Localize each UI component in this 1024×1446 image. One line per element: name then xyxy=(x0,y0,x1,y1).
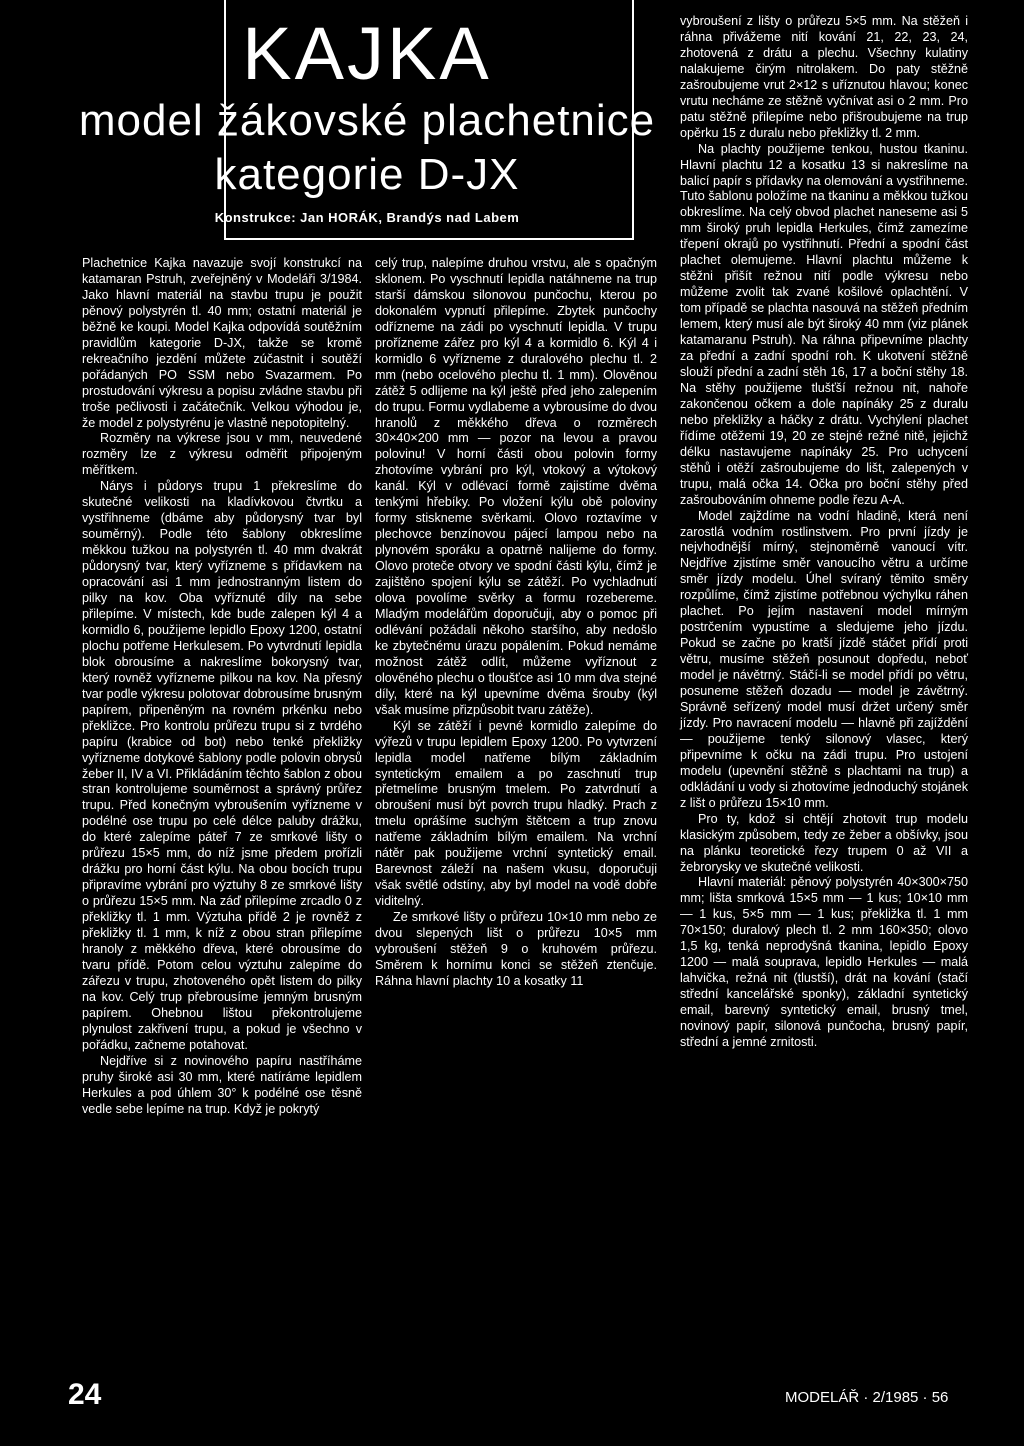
paragraph: Hlavní materiál: pěnový polystyrén 40×300×750 mm; lišta smrková 15×5 mm — 1 kus; 10×10 mm — 1 kus, 5×5 mm — 1 kus; překližka tl. 1 mm 70×150; duralový plech tl. 2 mm 160×350; olovo 1,5 kg, tenká neprodyšná tkanina, lepidlo Epoxy 1200 — malá souprava, lepidlo Herkules — malá lahvička, režná nit (tlustší), drát na kování (stačí střední kancelářské sponky), základní syntetický email, barevný syntetický email, brusný tmel, novinový papír, silonová punčocha, brusný papír, střední a jemné zrnitosti. xyxy=(680,875,968,1049)
paragraph: Plachetnice Kajka navazuje svojí konstrukcí na katamaran Pstruh, zveřejněný v Modeláři 3/1984. Jako hlavní materiál na stavbu trupu je použit pěnový polystyrén tl. 40 mm; ostatní materiál je běžně ke koupi. Model Kajka odpovídá soutěžním pravidlům kategorie D-JX, takže se kromě rekreačního jezdění můžete zúčastnit i soutěží pořádaných PO SSM nebo Svazarmem. Po prostudování výkresu a popisu zvládne stavbu při troše pečlivosti i začátečník. Velkou výhodou je, že model z polystyrénu je vlastně nepotopitelný. xyxy=(82,256,362,430)
text-column-2 xyxy=(375,256,657,990)
paragraph: Nejdříve si z novinového papíru nastříháme pruhy široké asi 30 mm, které natíráme lepidlem Herkules a pod úhlem 30° k podélné ose těsně vedle sebe lepíme na trup. Když je pokrytý xyxy=(82,1053,362,1116)
paragraph: Kýl se zátěží i pevné kormidlo zalepíme do výřezů v trupu lepidlem Epoxy 1200. Po vytvrzení lepidla model natřeme bílým základním syntetickým emailem a po zaschnutí trup přetmelíme brusným tmelem. Po zatvrdnutí a obroušení musí být povrch trupu hladký. Prach z tmelu oprášíme suchým štětcem a trup znovu natřeme základním bílým emailem. Na vrchní nátěr pak použijeme vrchní syntetický email. Barevnost záleží na našem vkusu, doporučuji však světlé odstíny, aby byl model na vodě dobře viditelný. xyxy=(375,718,657,909)
article-subtitle-line-1: model žákovské plachetnice xyxy=(78,96,656,145)
paragraph: Nárys i půdorys trupu 1 překreslíme do skutečné velikosti na kladívkovou čtvrtku a vystřihneme (dbáme aby půdorysný tvar byl souměrný). Podle této šablony obkreslíme měkkou tužkou na polystyrén tl. 40 mm dvakrát půdorysný tvar, který vyřízneme s přídavkem na opracování asi 1 mm jednostranným listem do pilky na kov. Oba vyříznuté díly na sebe přilepíme. V místech, kde bude zalepen kýl 4 a kormidlo 6, použijeme lepidlo Epoxy 1200, ostatní plochu potřeme Herkulesem. Po vytvrdnutí lepidla blok obrousíme a nakreslíme bokorysný tvar, který rovněž vyřízneme pilkou na kov. Na přesný tvar podle výkresu polotovar dobrousíme brusným papírem, připeněným na rovném prkénku nebo překližce. Pro kontrolu průřezu trupu si z tvrdého papíru (krabice od bot) nebo tenké překližky vyřízneme dotykové šablony podle polovin obrysů žeber II, IV a VI. Přikládáním těchto šablon z obou stran kontrolujeme souměrnost a správný průřez trupu. Před konečným vybroušením vyřízneme v podélné ose trupu po celé délce paluby drážku, do které zalepíme páteř 7 ze smrkové lišty o průřezu 15×5 mm, do níž jsme předem prořízli drážku pro horní část kýlu. Na obou bocích trupu připravíme vybrání pro výztuhy 8 ze smrkové lišty o průřezu 15×5 mm. Na záď přilepíme zrcadlo 0 z překližky tl. 1 mm. Výztuha přídě 2 je rovněž z překližky tl. 1 mm, k níž z obou stran přilepíme hranoly z měkkého dřeva, které obrousíme do tvaru přídě. Potom celou výztuhu zalepíme do zářezu v trupu, zhotoveného opět listem do pilky na kov. Celý trup přebrousíme jemným brusným papírem. Ohebnou lištou překontrolujeme plynulost zakřivení trupu, a pokud je všechno v pořádku, začneme potahovat. xyxy=(82,479,363,1052)
text-column-3 xyxy=(680,14,968,1051)
paragraph: Rozměry na výkrese jsou v mm, neuvedené rozměry lze z výkresu odměřit připojeným měřítkem. xyxy=(82,431,362,478)
article-title: KAJKA xyxy=(242,12,492,95)
paragraph: Pro ty, kdož si chtějí zhotovit trup modelu klasickým způsobem, tedy ze žeber a obšívky, jsou na plánku teoretické řezy trupem 0 až VII a žebrorysky ve skutečné velikosti. xyxy=(680,811,968,874)
page-number: 24 xyxy=(68,1378,102,1411)
author-byline: Konstrukce: Jan HORÁK, Brandýs nad Labem xyxy=(214,210,520,225)
paragraph: Model zajždíme na vodní hladině, která není zarostlá vodním rostlinstvem. Pro první jízdy je nejvhodnější mírný, stejnoměrně vanoucí vítr. Nejdříve zjistíme směr vanoucího větru a určíme směr jízdy modelu. Úhel svíraný těmito směry rozpůlíme, čímž zjistíme potřebnou výchylku ráhen plachet. Po jejím nastavení model mírným postrčením vypustíme a sledujeme jeho jízdu. Pokud se začne po kratší jízdě stáčet přídí proti větru, musíme stěžeň posunout dopředu, neboť model je návětrný. Stáčí-li se model přídí po větru, posuneme stěžeň dozadu — model je závětrný. Správně seřízený model musí držet určený směr jízdy. Pro navracení modelu — hlavně při zajíždění — použijeme tenký silonový vlasec, který připevníme k očku na zádi trupu. Pro ustojení modelu (upevnění stěžně s plachtami na trup) a odkládání u vody si zhotovíme jednoduchý stojánek z lišt o průřezu 15×10 mm. xyxy=(680,508,968,810)
paragraph: vybroušení z lišty o průřezu 5×5 mm. Na stěžeň i ráhna přivážeme nití kování 21, 22, 23, 24, zhotovená z drátu a plechu. Všechny kulatiny nalakujeme čirým nitrolakem. Do paty stěžně zašroubujeme vrut 2×12 s uříznutou hlavou; konec vrutu necháme ze stěžně vyčnívat asi o 2 mm. Pro patu stěžně přilepíme nebo přišroubujeme na trup opěrku 15 z duralu nebo překližky tl. 2 mm. xyxy=(680,14,968,140)
paragraph: Na plachty použijeme tenkou, hustou tkaninu. Hlavní plachtu 12 a kosatku 13 si nakreslíme na balicí papír s přídavky na olemování a vystřihneme. Tuto šablonu položíme na tkaninu a měkkou tužkou obkreslíme. Na celý obvod plachet naneseme asi 5 mm široký pruh lepidla Herkules, čímž zamezíme třepení okrajů po vystřihnutí. Přední a spodní část plachet olemujeme. Hlavní plachtu můžeme k stěžni přišít režnou nití podle výkresu nebo můžeme zvolit tak zvané košilové oplachtění. V tom případě se plachta nasouvá na stěžeň předním lemem, který musí ale být široký 40 mm (viz plánek katamaranu Pstruh). Na ráhna připevníme plachty za přední a zadní spodní roh. K ukotvení stěžně slouží přední a zadní stěh 16, 17 a boční stěhy 18. Na stěhy použijeme tlušťší režnou nit, nahoře zakončenou očkem a dole napínáky 25 z duralu nebo překližky a háčky z drátu. Vychýlení plachet řídíme otěžemi 19, 20 ze stejné režné nitě, jejichž délku nastavujeme napínáky 25. Pro uchycení stěhů i otěží zašroubujeme do lišt, zalepených v trupu, malá očka 14. Očka pro boční stěhy před zašroubováním ohneme podle řezu A-A. xyxy=(680,141,968,507)
article-subtitle-line-2: kategorie D-JX xyxy=(214,150,520,199)
paragraph: celý trup, nalepíme druhou vrstvu, ale s opačným sklonem. Po vyschnutí lepidla natáhneme na trup starší dámskou silonovou punčochu, kterou po dokonalém vypnutí přilepíme. Zbytek punčochy odřízneme na zádi po vyschnutí lepidla. V trupu prořízneme zářez pro kýl 4 a kormidlo 6. Kýl 4 i kormidlo 6 vyřízneme z duralového plechu tl. 2 mm (nebo ocelového plechu tl. 1 mm). Olověnou zátěž 5 odlijeme na kýl ještě před jeho zalepením do trupu. Formu vydlabeme a vybrousíme do dvou hranolů z měkkého dřeva o rozměrech 30×40×200 mm — pozor na levou a pravou polovinu! V horní části obou polovin formy zhotovíme vybrání pro kýl, vtokový a výtokový kanál. Kýl v odlévací formě zajistíme dvěma tenkými hřebíky. Po vložení kýlu obě poloviny formy stiskneme svěrkami. Olovo roztavíme v plechovce benzínovou pájecí lampou nebo na plynovém sporáku a opatrně nalijeme do formy. Olovo proteče otvory ve spodní části kýlu, čímž je zajištěno spojení kýlu se zátěží. Po vychladnutí olova povolíme svěrky a formu rozebereme. Mladým modelářům doporučuji, aby o pomoc při odlévání požádali někoho staršího, aby nedošlo ke zbytečnému úrazu popálením. Pokud nemáme možnost zátěž odlít, můžeme vyříznout z olověného plechu o tloušťce asi 10 mm dva stejné díly, které na kýl upevníme dvěma šrouby (kýl však musíme přizpůsobit tvaru zátěže). xyxy=(375,256,657,717)
paragraph: Ze smrkové lišty o průřezu 10×10 mm nebo ze dvou slepených lišt o průřezu 10×5 mm vybroušení stěžeň 9 o kruhovém průřezu. Směrem k hornímu konci se stěžeň ztenčuje. Ráhna hlavní plachty 10 a kosatky 11 xyxy=(375,910,657,988)
publication-footer: MODELÁŘ · 2/1985 · 56 xyxy=(785,1389,949,1406)
title-block xyxy=(62,0,672,238)
text-column-1 xyxy=(82,256,362,1117)
